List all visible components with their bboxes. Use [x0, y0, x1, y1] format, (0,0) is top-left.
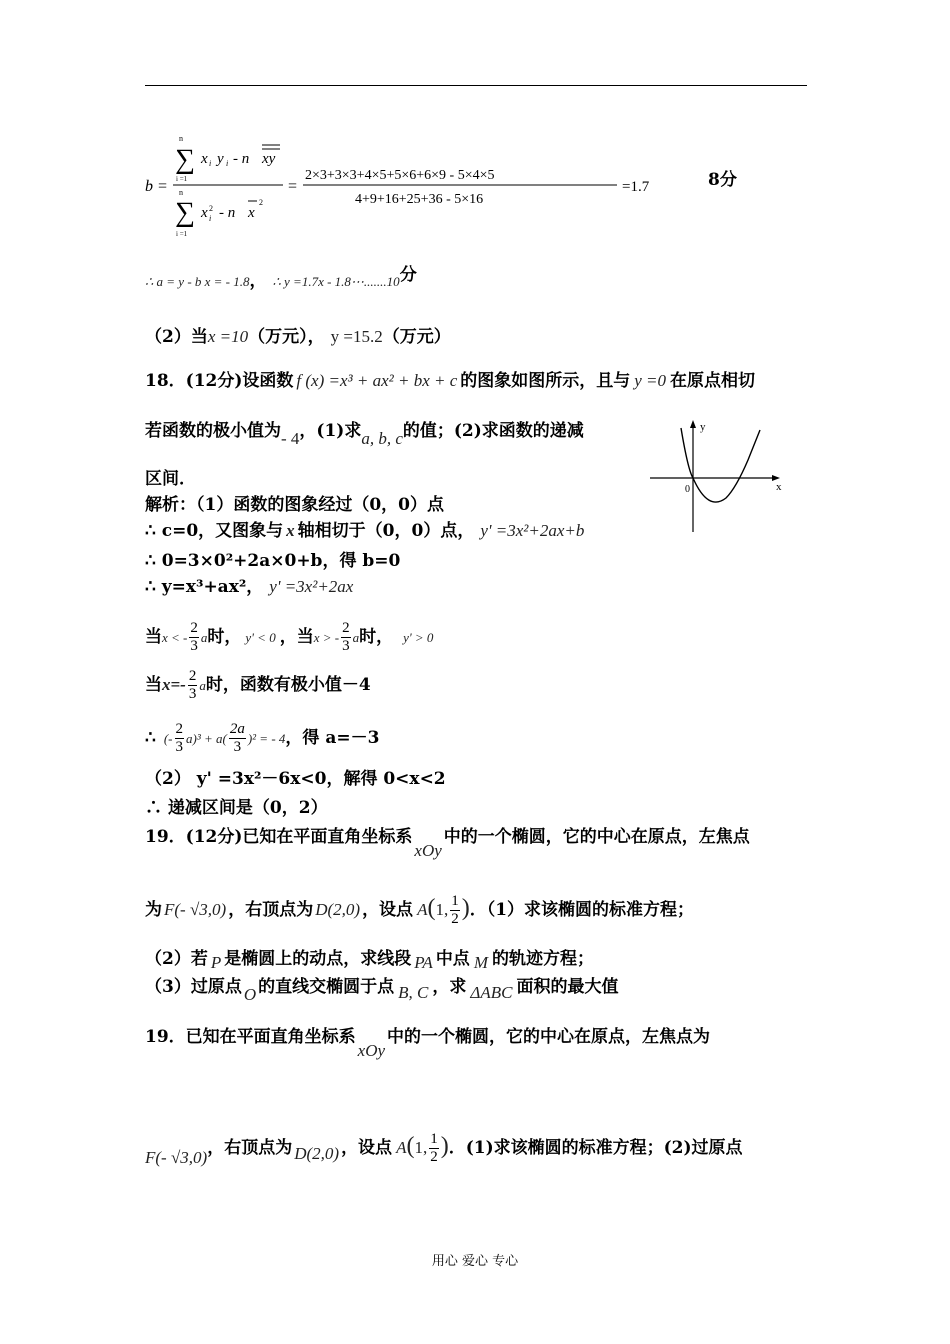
numeric-denominator: 4+9+16+25+36 - 5×16 — [355, 192, 484, 207]
q19b-line1: 19．已知在平面直角坐标系xOy中的一个椭圆，它的中心在原点，左焦点为 — [145, 1027, 711, 1060]
formula-lhs: b = — [145, 178, 168, 195]
num-minus: - n — [233, 151, 250, 167]
sigma-icon: ∑ — [175, 144, 195, 175]
therefore-a: ∴ a = y - b x = - 1.8 — [145, 274, 250, 289]
header-rule — [145, 85, 807, 86]
regression-line: ∴ y =1.7x - 1.8⋯.......10 — [272, 274, 400, 289]
q19a-line4: （3）过原点 O 的直线交椭圆于点 B, C ，求 ΔABC 面积的最大值 — [145, 977, 619, 1004]
svg-text:i: i — [226, 159, 229, 168]
formula-eq: = — [288, 178, 298, 195]
num-rest: y — [217, 151, 224, 167]
sol-line5: 当x < - $\frac{2}{3}$ a时， y' < 0 ，当x > - $\frac{2}{3}$ a时， y' > 0 — [145, 620, 434, 654]
sol-line9: ∴ 递减区间是（0，2） — [145, 798, 328, 818]
sol-line3: ∴ 0=3×0²+2a×0+b，得 b=0 — [145, 551, 401, 571]
sol-line1: 解析：（1）函数的图象经过（0，0）点 — [145, 495, 444, 515]
q19a-line1: 19．(12分)已知在平面直角坐标系xOy中的一个椭圆，它的中心在原点，左焦点 — [145, 827, 750, 860]
graph-y-label: y — [700, 421, 706, 433]
graph-origin-label: 0 — [685, 484, 690, 495]
graph-x-label: x — [776, 481, 782, 493]
q19a-line3: （2）若 P 是椭圆上的动点，求线段 PA 中点 M 的轨迹方程； — [145, 949, 594, 972]
formula-result: =1.7 — [622, 179, 650, 195]
sol-line4: ∴ y=x³+ax²， y' =3x²+2ax — [145, 577, 354, 597]
sum-bottom: i =1 — [176, 175, 188, 183]
q19b-line2: F(- √3,0)，右顶点为 D(2,0) ，设点 A(1, $\frac{1}{2}$ )．(1)求该椭圆的标准方程；(2)过原点 — [145, 1131, 743, 1167]
svg-text:i =1: i =1 — [176, 230, 188, 238]
sol-line7: ∴ (- $\frac{2}{3}$ a)³ + a( $\frac{2a}{3}$ )² = - 4，得 a=－3 — [145, 721, 380, 755]
num-bar: xy — [262, 151, 276, 167]
svg-text:∑: ∑ — [175, 197, 195, 228]
line-part2: （2）当x =10（万元）， y =15.2（万元） — [145, 327, 451, 347]
num-term: x — [201, 151, 208, 167]
den-term: x — [201, 205, 208, 221]
score-10: 分 — [399, 265, 417, 285]
q18-line1: 18．(12分)设函数 f (x) =x³ + ax² + bx + c 的图象如图所示，且与 y =0 在原点相切 — [145, 371, 756, 391]
den-bar: x — [248, 205, 255, 221]
sol-line8: （2） y' =3x²－6x<0，解得 0<x<2 — [145, 769, 446, 789]
den-minus: - n — [219, 205, 236, 221]
q18-line3: 区间． — [145, 469, 196, 489]
page-footer: 用心 爱心 专心 — [431, 1254, 519, 1269]
svg-text:i: i — [209, 159, 212, 168]
function-graph — [648, 420, 788, 535]
score-8: 8分 — [708, 170, 737, 190]
svg-text:2: 2 — [259, 198, 263, 207]
sol-line2: ∴ c=0，又图象与 x 轴相切于（0，0）点， y' =3x²+2ax+b — [145, 521, 585, 541]
numeric-numerator: 2×3+3×3+4×5+5×6+6×9 - 5×4×5 — [305, 168, 495, 183]
sum-top: n — [179, 135, 183, 143]
line-a: ∴ a = y - b x = - 1.8， ∴ y =1.7x - 1.8⋯.......10分 — [145, 265, 417, 291]
sol-line6: 当x=- $\frac{2}{3}$ a时，函数有极小值－4 — [145, 668, 371, 702]
q18-line2: 若函数的极小值为- 4，(1)求a, b, c的值；(2)求函数的递减 — [145, 421, 584, 448]
formula-b — [145, 135, 805, 245]
q19a-line2: 为 F(- √3,0) ，右顶点为 D(2,0) ，设点 A(1, $\frac{1}{2}$ )．（1）求该椭圆的标准方程； — [145, 893, 695, 927]
svg-text:n: n — [179, 188, 183, 197]
svg-text:2: 2 — [209, 204, 213, 213]
svg-text:i: i — [209, 214, 212, 223]
